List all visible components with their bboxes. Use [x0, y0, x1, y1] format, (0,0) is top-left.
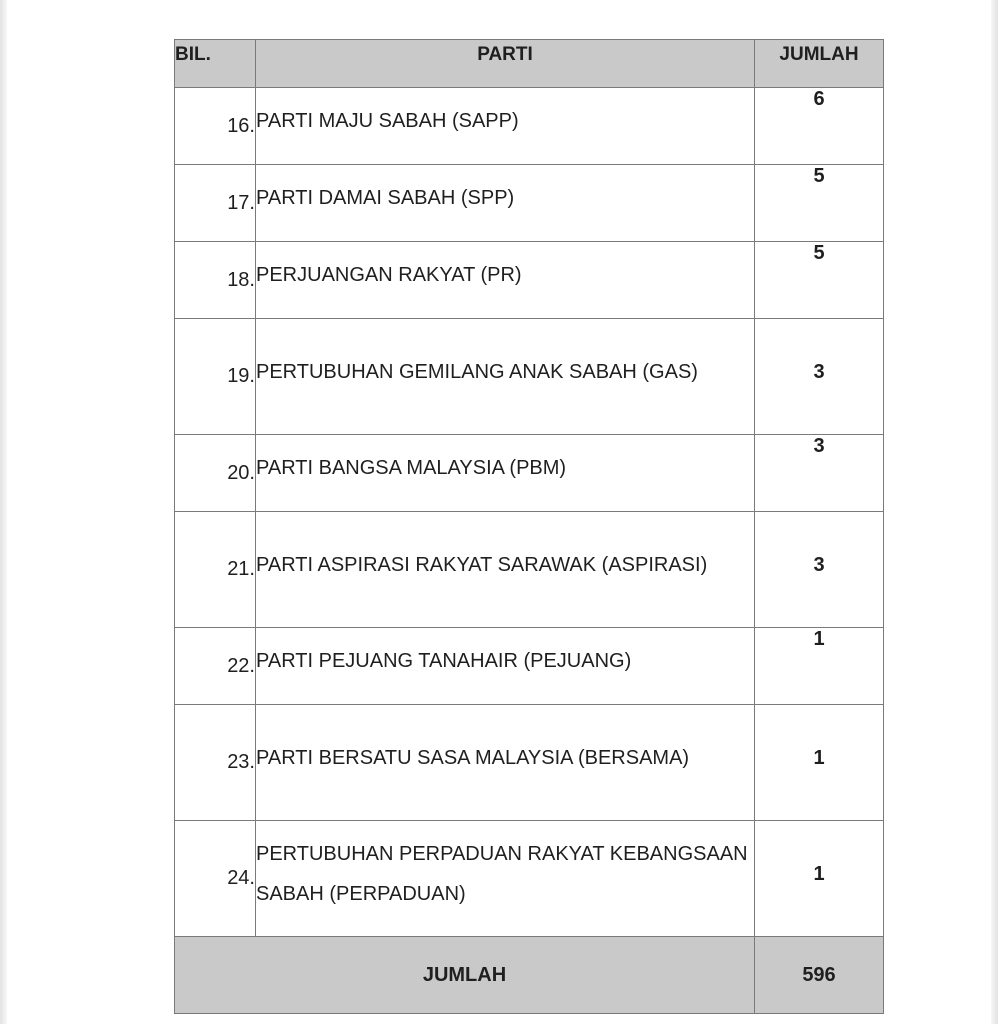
party-name-text: PARTI DAMAI SABAH (SPP)	[256, 187, 515, 209]
party-count-table	[174, 39, 884, 1014]
party-name-text: PERTUBUHAN GEMILANG ANAK SABAH (GAS)	[256, 360, 698, 383]
party-count: 3	[755, 319, 884, 435]
table-row	[175, 165, 884, 242]
party-name	[256, 165, 755, 242]
party-name	[256, 319, 755, 435]
row-number: 17.	[175, 165, 256, 242]
party-name-text: PARTI BANGSA MALAYSIA (PBM)	[256, 457, 567, 479]
table-row	[175, 821, 884, 937]
row-number: 16.	[175, 88, 256, 165]
party-name	[256, 821, 755, 937]
party-name-text: PERTUBUHAN PERPADUAN RAKYAT KEBANGSAAN SABAH (PERPADUAN)	[256, 842, 748, 905]
row-number: 24.	[175, 821, 256, 937]
party-count: 1	[755, 821, 884, 937]
party-count: 3	[755, 512, 884, 628]
party-name-text: PARTI MAJU SABAH (SAPP)	[256, 110, 519, 132]
row-number: 22.	[175, 628, 256, 705]
party-name	[256, 705, 755, 821]
party-count: 1	[755, 628, 884, 705]
header-jumlah: JUMLAH	[755, 40, 884, 88]
party-name-text: PARTI PEJUANG TANAHAIR (PEJUANG)	[256, 650, 632, 672]
table-total-row	[175, 937, 884, 1014]
header-parti: PARTI	[256, 40, 755, 88]
row-number: 18.	[175, 242, 256, 319]
party-name	[256, 512, 755, 628]
party-name	[256, 242, 755, 319]
table-row	[175, 628, 884, 705]
row-number: 21.	[175, 512, 256, 628]
row-number: 20.	[175, 435, 256, 512]
table-row	[175, 435, 884, 512]
party-count: 6	[755, 88, 884, 165]
page-edge-right	[991, 0, 998, 1024]
party-name-text: PERJUANGAN RAKYAT (PR)	[256, 264, 522, 286]
party-name	[256, 88, 755, 165]
page-edge-left	[0, 0, 7, 1024]
total-value: 596	[755, 937, 884, 1014]
table-row	[175, 88, 884, 165]
party-name	[256, 435, 755, 512]
table-row	[175, 705, 884, 821]
party-name	[256, 628, 755, 705]
table-row	[175, 242, 884, 319]
party-count: 1	[755, 705, 884, 821]
header-bil: BIL.	[175, 40, 256, 88]
table-row	[175, 512, 884, 628]
party-count: 3	[755, 435, 884, 512]
party-name-text: PARTI BERSATU SASA MALAYSIA (BERSAMA)	[256, 746, 690, 769]
party-count: 5	[755, 242, 884, 319]
party-name-text: PARTI ASPIRASI RAKYAT SARAWAK (ASPIRASI)	[256, 553, 708, 576]
total-label: JUMLAH	[175, 937, 755, 1014]
table-row	[175, 319, 884, 435]
table-header-row	[175, 40, 884, 88]
row-number: 19.	[175, 319, 256, 435]
party-count: 5	[755, 165, 884, 242]
row-number: 23.	[175, 705, 256, 821]
